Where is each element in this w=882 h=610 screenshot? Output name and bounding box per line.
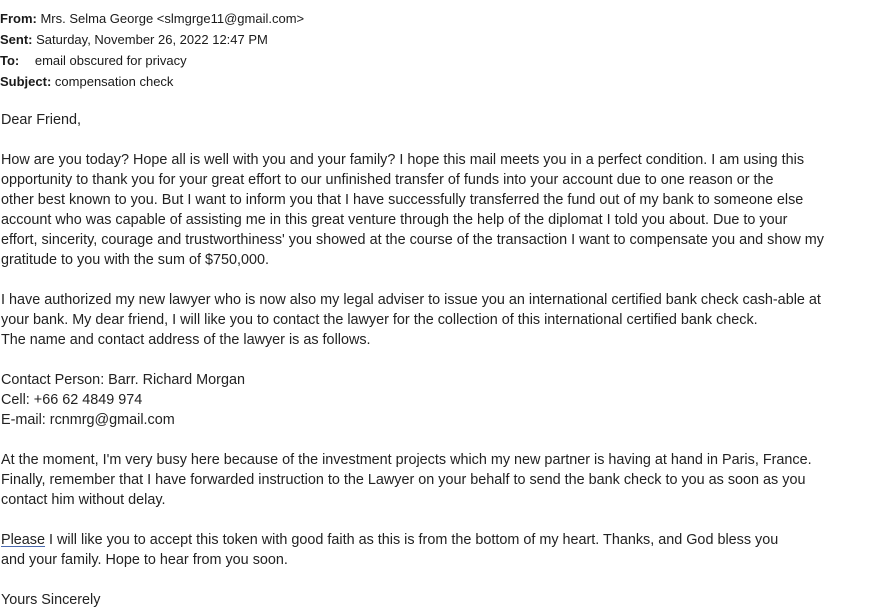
paragraph-4	[1, 530, 871, 570]
paragraph-line: account who was capable of assisting me in this great venture through the help of the diplomat I told you about. Due to your	[1, 212, 788, 228]
to-value: email obscured for privacy	[34, 53, 187, 68]
subject-label: Subject:	[0, 74, 52, 89]
contact-cell: Cell: +66 62 4849 974	[1, 392, 143, 408]
from-value[interactable]: Mrs. Selma George <slmgrge11@gmail.com>	[40, 11, 305, 26]
paragraph-1	[1, 150, 871, 270]
signoff-partial: Yours Sincerely	[1, 592, 101, 608]
to-row	[0, 50, 304, 71]
email-body	[1, 110, 871, 570]
paragraph-line: your bank. My dear friend, I will like you to contact the lawyer for the collection of this international certified bank check.	[1, 312, 758, 328]
paragraph-line: and your family. Hope to hear from you soon.	[1, 552, 288, 568]
paragraph-3	[1, 450, 871, 510]
email-header	[0, 8, 304, 92]
contact-block	[1, 370, 871, 430]
contact-email: E-mail: rcnmrg@gmail.com	[1, 412, 175, 428]
greeting: Dear Friend,	[1, 112, 81, 128]
from-row	[0, 8, 304, 29]
paragraph-line: effort, sincerity, courage and trustworthiness' you showed at the course of the transaction I want to compensate you and show my	[1, 232, 824, 248]
sent-label: Sent:	[0, 32, 33, 47]
to-label: To:	[0, 53, 20, 68]
from-label: From:	[0, 11, 37, 26]
paragraph-line	[1, 530, 871, 550]
paragraph-line: contact him without delay.	[1, 492, 166, 508]
subject-row	[0, 71, 304, 92]
paragraph-line: How are you today? Hope all is well with you and your family? I hope this mail meets you in a perfect condition. I am using this	[1, 152, 805, 168]
paragraph-line: Finally, remember that I have forwarded instruction to the Lawyer on your behalf to send the bank check to you as soon as you	[1, 472, 806, 488]
please-link[interactable]: Please	[1, 532, 46, 548]
paragraph-line: opportunity to thank you for your great effort to our unfinished transfer of funds into your account due to one reason or the	[1, 172, 774, 188]
paragraph-2	[1, 290, 871, 350]
paragraph-line: gratitude to you with the sum of $750,000.	[1, 252, 269, 268]
paragraph-line: other best known to you. But I want to inform you that I have successfully transferred the fund out of my bank to someone else	[1, 192, 804, 208]
sent-row	[0, 29, 304, 50]
paragraph-line: At the moment, I'm very busy here because of the investment projects which my new partner is having at hand in Paris, France.	[1, 452, 812, 468]
sent-value: Saturday, November 26, 2022 12:47 PM	[36, 32, 268, 47]
paragraph-text: I will like you to accept this token with good faith as this is from the bottom of my heart. Thanks, and God bless you	[45, 532, 779, 548]
contact-person: Contact Person: Barr. Richard Morgan	[1, 372, 245, 388]
paragraph-line: I have authorized my new lawyer who is now also my legal adviser to issue you an international certified bank check cash-able at	[1, 292, 821, 308]
subject-value: compensation check	[54, 74, 174, 89]
paragraph-line: The name and contact address of the lawyer is as follows.	[1, 332, 371, 348]
